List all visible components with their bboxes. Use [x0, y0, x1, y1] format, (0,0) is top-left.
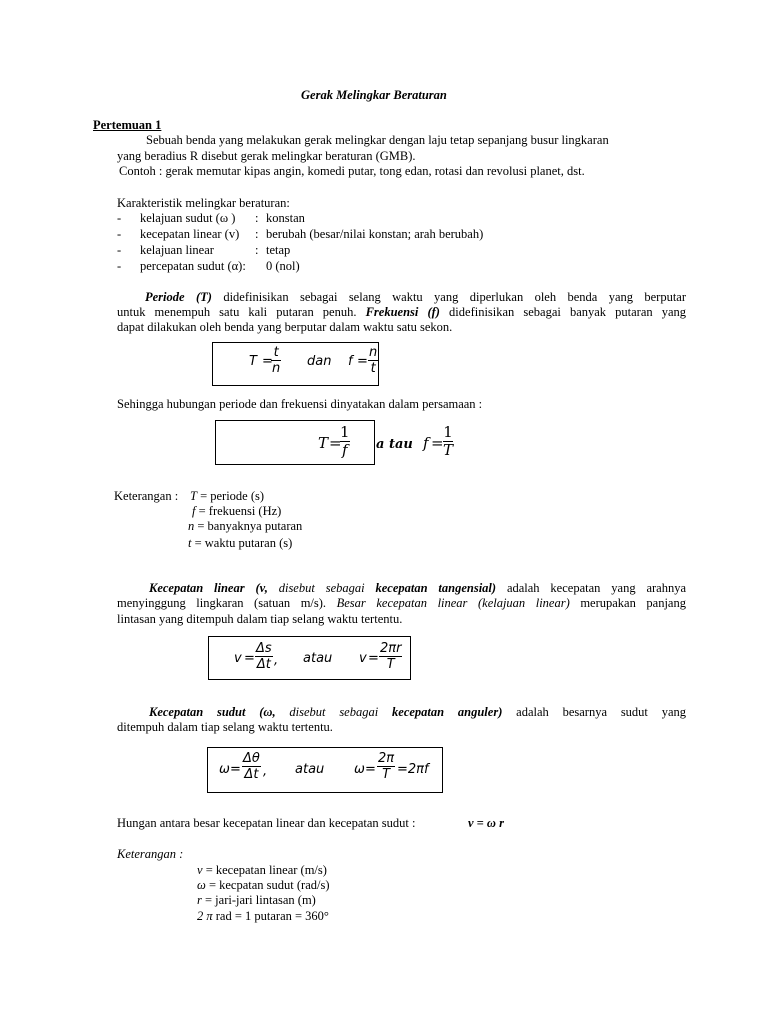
keterangan-text: = waktu putaran (s)	[194, 536, 293, 550]
keterangan-symbol: 2 π	[197, 909, 213, 923]
formula-fraction	[377, 751, 395, 782]
formula-fraction	[255, 641, 273, 672]
kecepatan-linear-italic: Besar kecepatan linear (kelajuan linear)	[336, 596, 570, 610]
formula-atau: a tau	[376, 437, 413, 452]
list-item-name: kecepatan linear (v)	[140, 227, 240, 241]
formula-equals: =	[244, 651, 255, 666]
kecepatan-linear-line-1	[117, 581, 686, 596]
keterangan-symbol: ω	[197, 878, 206, 892]
formula-symbol: f	[348, 354, 353, 369]
formula-equals: =	[357, 354, 368, 369]
formula-symbol: T	[249, 354, 257, 369]
list-item-value: 0 (nol)	[266, 259, 300, 273]
formula-symbol: T	[318, 434, 329, 452]
periode-text: didefinisikan sebagai banyak putaran yang	[449, 305, 687, 319]
formula-equals: =	[431, 434, 444, 452]
kecepatan-linear-text: merupakan panjang	[580, 596, 686, 610]
list-item-sep: :	[255, 243, 259, 257]
keterangan-text: = jari-jari lintasan (m)	[201, 893, 316, 907]
formula-equals: =	[329, 434, 342, 452]
periode-line-3: dapat dilakukan oleh benda yang berputar dalam waktu satu sekon.	[117, 320, 453, 334]
formula-comma: ,	[274, 653, 279, 668]
formula-fraction	[242, 751, 261, 782]
formula-symbol: v	[359, 651, 367, 666]
periode-term: Periode (T)	[145, 290, 212, 304]
kecepatan-linear-line-3: lintasan yang ditempuh dalam tiap selang waktu tertentu.	[117, 612, 403, 626]
kecepatan-sudut-italic: disebut sebagai	[289, 705, 379, 719]
kecepatan-sudut-line-1	[117, 705, 686, 720]
kecepatan-sudut-term: Kecepatan sudut (ω,	[149, 705, 276, 719]
fraction-denominator: T	[382, 767, 391, 782]
keterangan-item	[188, 536, 292, 551]
list-item-bullet: -	[117, 211, 122, 225]
kecepatan-linear-line-2	[117, 596, 686, 611]
keterangan-text: = periode (s)	[200, 489, 265, 503]
formula-equals: =	[365, 762, 376, 777]
keterangan-symbol: r	[197, 893, 202, 907]
intro-line-2: yang beradius R disebut gerak melingkar beraturan (GMB).	[117, 149, 416, 163]
keterangan-text: = kecepatan linear (m/s)	[205, 863, 327, 877]
list-item-value: tetap	[266, 243, 291, 257]
list-item-name: kelajuan linear	[140, 243, 214, 257]
keterangan-text: = frekuensi (Hz)	[198, 504, 282, 518]
kecepatan-sudut-text: adalah besarnya sudut yang	[516, 705, 687, 719]
intro-contoh: Contoh : gerak memutar kipas angin, komedi putar, tong edan, rotasi dan revolusi planet, dst.	[119, 164, 585, 178]
formula-box-hubungan	[215, 420, 375, 465]
karakteristik-heading: Karakteristik melingkar beraturan:	[117, 196, 290, 210]
kecepatan-tangensial-term: kecepatan tangensial)	[375, 581, 497, 595]
formula-symbol: v	[234, 651, 242, 666]
fraction-denominator: Δt	[256, 657, 271, 672]
fraction-denominator: t	[370, 361, 376, 376]
formula-fraction	[368, 345, 378, 376]
formula-comma: ,	[263, 764, 268, 779]
formula-fraction	[340, 424, 350, 459]
keterangan-item	[192, 504, 281, 519]
keterangan-item	[197, 893, 316, 908]
keterangan-symbol: t	[188, 536, 192, 550]
keterangan-item	[197, 863, 327, 878]
hubungan-text: Sehingga hubungan periode dan frekuensi dinyatakan dalam persamaan :	[117, 397, 483, 411]
keterangan-label: Keterangan :	[114, 489, 179, 503]
formula-tail: =2πf	[397, 762, 429, 777]
keterangan-text: rad = 1 putaran = 360°	[215, 909, 329, 923]
list-item-bullet: -	[117, 227, 122, 241]
kecepatan-linear-term: Kecepatan linear (v,	[149, 581, 268, 595]
list-item-value: konstan	[266, 211, 305, 225]
fraction-denominator: Δt	[244, 767, 259, 782]
keterangan-item	[188, 519, 302, 534]
list-item-name: kelajuan sudut (ω )	[140, 211, 236, 225]
kecepatan-sudut-line-2: ditempuh dalam tiap selang waktu tertentu.	[117, 720, 333, 734]
formula-symbol: f	[423, 434, 429, 452]
hungan-equation: v = ω r	[468, 816, 504, 830]
keterangan-symbol: n	[188, 519, 195, 533]
periode-text: didefinisikan sebagai selang waktu yang diperlukan oleh benda yang berputar	[223, 290, 687, 304]
formula-symbol: ω	[219, 762, 230, 777]
fraction-numerator: 1	[340, 423, 350, 441]
list-item-value: berubah (besar/nilai konstan; arah berubah)	[266, 227, 484, 241]
kecepatan-linear-italic: disebut sebagai	[278, 581, 365, 595]
list-item-sep: :	[255, 211, 259, 225]
page-title: Gerak Melingkar Beraturan	[301, 88, 447, 102]
list-item-bullet: -	[117, 243, 122, 257]
kecepatan-anguler-term: kecepatan anguler)	[392, 705, 503, 719]
list-item-bullet: -	[117, 259, 122, 273]
fraction-numerator: 2πr	[380, 641, 402, 656]
fraction-denominator: T	[386, 657, 395, 672]
keterangan-item	[197, 909, 329, 924]
formula-equals: =	[230, 762, 241, 777]
fraction-numerator: 1	[443, 423, 453, 441]
periode-line-1	[117, 290, 686, 305]
formula-atau: atau	[295, 762, 325, 777]
keterangan-symbol: v	[197, 863, 203, 877]
formula-fraction	[443, 424, 453, 459]
list-item-sep: :	[255, 227, 259, 241]
keterangan-text: = kecpatan sudut (rad/s)	[208, 878, 330, 892]
list-item-name: percepatan sudut (α):	[140, 259, 246, 273]
fraction-numerator: 2π	[378, 751, 395, 766]
formula-fraction	[271, 345, 281, 376]
keterangan-label: Keterangan :	[117, 847, 184, 861]
fraction-numerator: Δθ	[243, 751, 260, 766]
keterangan-symbol: T	[190, 489, 197, 503]
formula-symbol: ω	[354, 762, 365, 777]
fraction-numerator: t	[273, 345, 279, 360]
keterangan-text: = banyaknya putaran	[197, 519, 303, 533]
section-heading: Pertemuan 1	[93, 118, 162, 132]
keterangan-symbol: f	[192, 504, 196, 518]
fraction-numerator: Δs	[256, 641, 272, 656]
periode-line-2	[117, 305, 686, 320]
kecepatan-linear-text: menyinggung lingkaran (satuan m/s).	[117, 596, 327, 610]
frekuensi-term: Frekuensi (f)	[365, 305, 440, 319]
kecepatan-linear-text: adalah kecepatan yang arahnya	[506, 581, 686, 595]
periode-text: untuk menempuh satu kali putaran penuh.	[117, 305, 357, 319]
fraction-denominator: n	[272, 361, 281, 376]
formula-fraction	[379, 641, 402, 672]
fraction-numerator: n	[369, 345, 378, 360]
formula-box-periode	[212, 342, 379, 386]
hungan-text: Hungan antara besar kecepatan linear dan kecepatan sudut :	[117, 816, 416, 830]
intro-line-1: Sebuah benda yang melakukan gerak melingkar dengan laju tetap sepanjang busur lingkaran	[146, 133, 609, 147]
keterangan-item	[197, 878, 330, 893]
fraction-denominator: T	[443, 441, 454, 459]
formula-equals: =	[262, 354, 273, 369]
keterangan-item	[190, 489, 264, 504]
formula-dan: dan	[307, 354, 332, 369]
formula-atau: atau	[303, 651, 333, 666]
formula-equals: =	[368, 651, 379, 666]
fraction-denominator: f	[341, 441, 348, 459]
